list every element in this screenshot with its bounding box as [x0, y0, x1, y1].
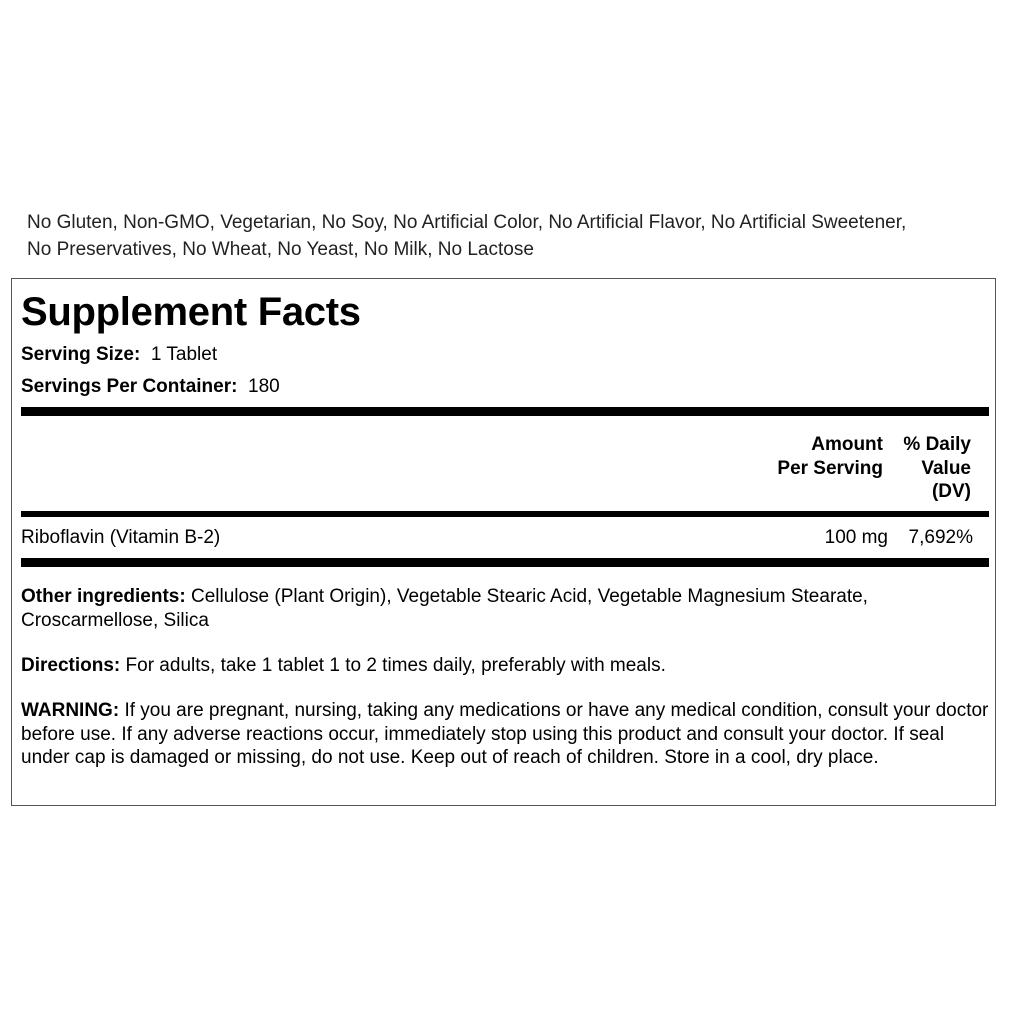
other-ingredients-text: Cellulose (Plant Origin), Vegetable Stearic Acid, Vegetable Magnesium Stearate, Croscarmellose, Silica: [21, 586, 868, 631]
nutrient-daily-value: 7,692%: [908, 527, 973, 548]
dietary-claims: [27, 209, 997, 263]
dv-header-line: % Daily: [903, 434, 971, 455]
warning-label: WARNING:: [21, 700, 120, 721]
divider-thick: [21, 558, 989, 567]
directions-label: Directions:: [21, 655, 121, 676]
servings-per-container-label: Servings Per Container:: [21, 376, 238, 397]
nutrient-amount: 100 mg: [824, 527, 888, 548]
dv-header-line: (DV): [931, 481, 971, 502]
other-ingredients: [21, 585, 989, 632]
amount-per-serving-header: [743, 433, 883, 480]
dv-header-line: Value: [921, 457, 971, 479]
nutrient-row: [21, 525, 973, 551]
divider-medium: [21, 511, 989, 517]
amount-header-line: Per Serving: [777, 457, 883, 479]
dietary-claims-line: No Gluten, Non-GMO, Vegetarian, No Soy, No Artificial Color, No Artificial Flavor, No Artificial Sweetener,: [27, 212, 907, 233]
serving-size-label: Serving Size:: [21, 344, 141, 365]
warning: [21, 699, 989, 770]
directions: [21, 654, 989, 678]
nutrient-name: Riboflavin (Vitamin B-2): [21, 527, 221, 548]
serving-size-value: 1 Tablet: [150, 344, 218, 365]
servings-per-container-value: 180: [248, 376, 280, 397]
other-ingredients-label: Other ingredients:: [21, 586, 186, 607]
daily-value-header: [881, 433, 971, 504]
supplement-facts-panel: [11, 278, 996, 806]
dietary-claims-line: No Preservatives, No Wheat, No Yeast, No Milk, No Lactose: [27, 239, 534, 260]
supplement-facts-title: Supplement Facts: [21, 290, 361, 334]
servings-per-container: [21, 375, 280, 399]
divider-thick: [21, 407, 989, 416]
directions-text: For adults, take 1 tablet 1 to 2 times daily, preferably with meals.: [125, 655, 666, 676]
serving-size: [21, 343, 217, 367]
warning-text: If you are pregnant, nursing, taking any medications or have any medical condition, consult your doctor before use. If any adverse reactions occur, immediately stop using this product and consult your doctor. If seal under cap is damaged or missing, do not use. Keep out of reach of children. Store in a cool, dry place.: [21, 700, 989, 768]
amount-header-line: Amount: [811, 434, 883, 455]
